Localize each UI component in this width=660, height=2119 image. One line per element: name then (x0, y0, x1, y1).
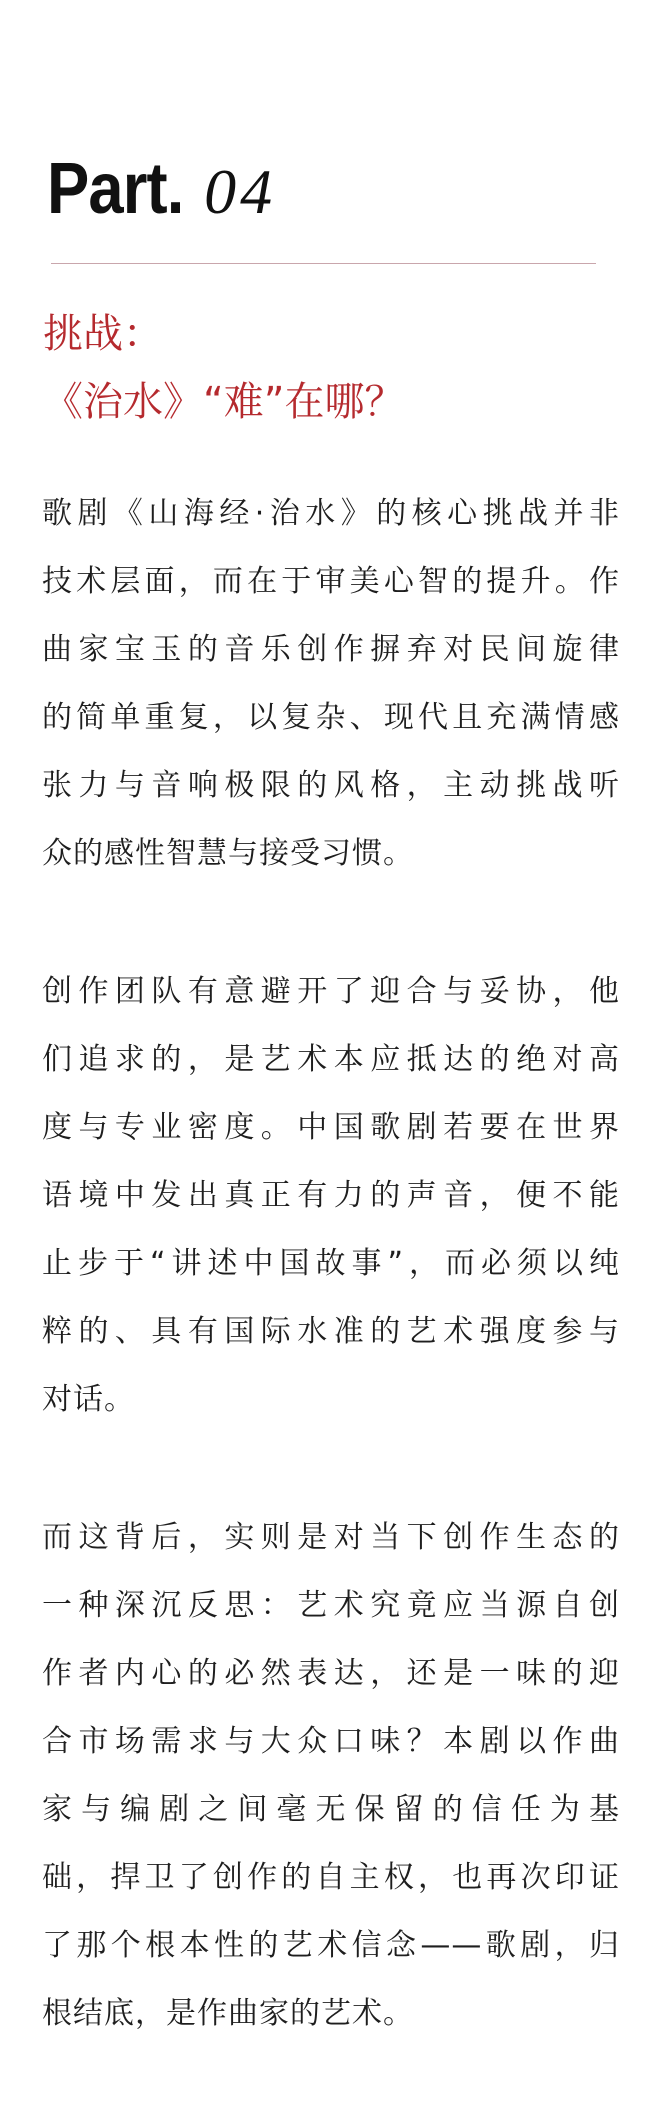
part-label: Part. (47, 149, 184, 229)
text-line: 对话。 (42, 1382, 135, 1417)
text-line: 了那个根本性的艺术信念——歌剧，归 (42, 1928, 620, 1963)
paragraph-2 (42, 958, 620, 1434)
paragraph-3 (42, 1504, 620, 2048)
subtitle-line-2: 《治水》“难”在哪？ (43, 379, 405, 425)
text-line: 张力与音响极限的风格，主动挑战听 (42, 768, 620, 803)
section-subtitle (43, 300, 603, 436)
text-line: 家与编剧之间毫无保留的信任为基 (42, 1792, 620, 1827)
text-line: 而这背后，实则是对当下创作生态的 (42, 1520, 620, 1555)
text-line: 根结底，是作曲家的艺术。 (42, 1996, 414, 2031)
text-line: 止步于“讲述中国故事”，而必须以纯 (42, 1246, 620, 1281)
subtitle-line-1: 挑战： (43, 311, 163, 357)
part-heading (47, 148, 276, 238)
text-line: 曲家宝玉的音乐创作摒弃对民间旋律 (42, 632, 620, 667)
part-number: 04 (204, 156, 277, 227)
text-line: 创作团队有意避开了迎合与妥协，他 (42, 974, 620, 1009)
paragraph-1 (42, 480, 620, 888)
text-line: 合市场需求与大众口味？本剧以作曲 (42, 1724, 620, 1759)
text-line: 技术层面，而在于审美心智的提升。作 (42, 564, 620, 599)
text-line: 础，捍卫了创作的自主权，也再次印证 (42, 1860, 620, 1895)
text-line: 的简单重复，以复杂、现代且充满情感 (42, 700, 620, 735)
body-text (42, 480, 620, 2118)
text-line: 们追求的，是艺术本应抵达的绝对高 (42, 1042, 620, 1077)
text-line: 歌剧《山海经·治水》的核心挑战并非 (42, 496, 620, 531)
text-line: 众的感性智慧与接受习惯。 (42, 836, 414, 871)
text-line: 度与专业密度。中国歌剧若要在世界 (42, 1110, 620, 1145)
text-line: 一种深沉反思：艺术究竟应当源自创 (42, 1588, 620, 1623)
text-line: 作者内心的必然表达，还是一味的迎 (42, 1656, 620, 1691)
divider-line (51, 263, 596, 264)
text-line: 语境中发出真正有力的声音，便不能 (42, 1178, 620, 1213)
text-line: 粹的、具有国际水准的艺术强度参与 (42, 1314, 620, 1349)
